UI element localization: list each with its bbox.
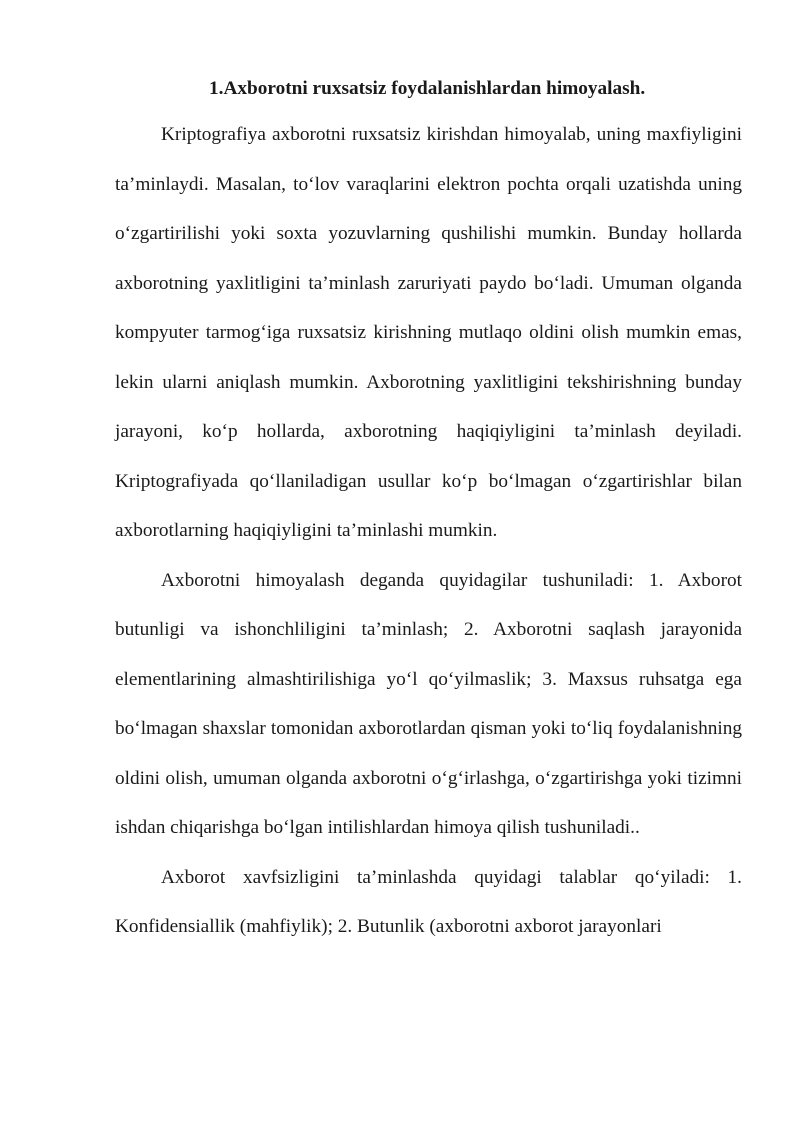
paragraph-cryptography: Kriptografiya axborotni ruxsatsiz kirishdan himoyalab, uning maxfiyligini ta’minlaydi. Masalan, to‘lov varaqlarini elektron pochta orqali uzatishda uning o‘zgartirilishi yoki soxta yozuvlarning qushilishi mumkin. Bunday hollarda axborotning yaxlitligini ta’minlash zaruriyati paydo bo‘ladi. Umuman olganda kompyuter tarmog‘iga ruxsatsiz kirishning mutlaqo oldini olish mumkin emas, lekin ularni aniqlash mumkin. Axborotning yaxlitligini tekshirishning bunday jarayoni, ko‘p hollarda, axborotning haqiqiyligini ta’minlash deyiladi. Kriptografiyada qo‘llaniladigan usullar ko‘p bo‘lmagan o‘zgartirishlar bilan axborotlarning haqiqiyligini ta’minlashi mumkin. (115, 124, 742, 541)
page-content (115, 68, 742, 952)
paragraph-protection-definition: Axborotni himoyalash deganda quyidagilar tushuniladi: 1. Axborot butunligi va ishonchliligini ta’minlash; 2. Axborotni saqlash jarayonida elementlarining almashtirilishiga yo‘l qo‘yilmaslik; 3. Maxsus ruhsatga ega bo‘lmagan shaxslar tomonidan axborotlardan qisman yoki to‘liq foydalanishning oldini olish, umuman olganda axborotni o‘g‘irlashga, o‘zgartirishga yoki tizimni ishdan chiqarishga bo‘lgan intilishlardan himoya qilish tushuniladi.. (115, 569, 742, 838)
section-title: 1.Axborotni ruxsatsiz foydalanishlardan himoyalash. (209, 78, 646, 99)
paragraph-security-requirements: Axborot xavfsizligini ta’minlashda quyidagi talablar qo‘yiladi: 1. Konfidensiallik (mahfiylik); 2. Butunlik (axborotni axborot jarayonlari (115, 866, 742, 937)
